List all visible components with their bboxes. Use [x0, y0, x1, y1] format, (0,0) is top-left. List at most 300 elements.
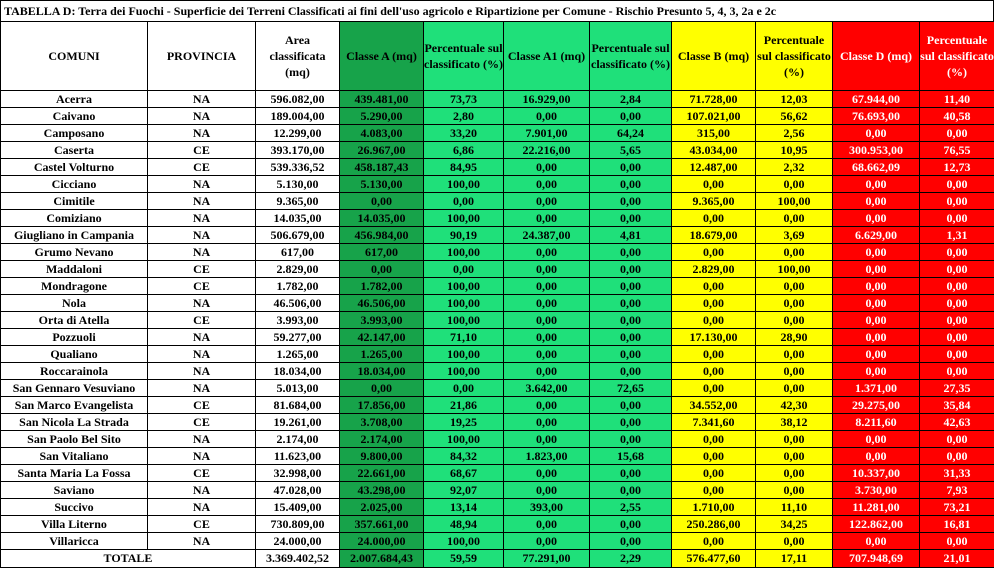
cell-perc-b: 0,00 — [756, 465, 833, 482]
cell-perc-b: 0,00 — [756, 312, 833, 329]
cell-provincia: CE — [148, 278, 256, 295]
total-perc-d: 21,01 — [920, 550, 994, 568]
cell-perc-a1: 4,81 — [590, 227, 672, 244]
cell-classe-a1: 0,00 — [504, 159, 590, 176]
cell-perc-b: 56,62 — [756, 108, 833, 125]
cell-classe-a: 9.800,00 — [340, 448, 424, 465]
cell-perc-a1: 0,00 — [590, 159, 672, 176]
cell-classe-a1: 0,00 — [504, 295, 590, 312]
cell-comune: Grumo Nevano — [1, 244, 148, 261]
cell-classe-b: 1.710,00 — [672, 499, 756, 516]
cell-area: 11.623,00 — [256, 448, 340, 465]
cell-area: 506.679,00 — [256, 227, 340, 244]
total-classe-b: 576.477,60 — [672, 550, 756, 568]
header-row — [1, 22, 994, 91]
cell-comune: Caivano — [1, 108, 148, 125]
table-row — [1, 261, 994, 278]
table-row — [1, 329, 994, 346]
cell-perc-a1: 0,00 — [590, 244, 672, 261]
cell-perc-b: 3,69 — [756, 227, 833, 244]
header-provincia: PROVINCIA — [148, 22, 256, 91]
cell-classe-a: 24.000,00 — [340, 533, 424, 550]
cell-area: 189.004,00 — [256, 108, 340, 125]
cell-area: 5.013,00 — [256, 380, 340, 397]
cell-classe-b: 0,00 — [672, 295, 756, 312]
header-comuni: COMUNI — [1, 22, 148, 91]
cell-perc-d: 0,00 — [920, 431, 994, 448]
cell-perc-d: 1,31 — [920, 227, 994, 244]
cell-perc-b: 0,00 — [756, 448, 833, 465]
cell-classe-a1: 0,00 — [504, 397, 590, 414]
cell-perc-a1: 72,65 — [590, 380, 672, 397]
cell-provincia: NA — [148, 91, 256, 108]
cell-comune: Giugliano in Campania — [1, 227, 148, 244]
cell-classe-a: 5.290,00 — [340, 108, 424, 125]
cell-area: 24.000,00 — [256, 533, 340, 550]
cell-classe-b: 0,00 — [672, 244, 756, 261]
cell-classe-d: 67.944,00 — [833, 91, 920, 108]
header-perc-a1: Percentuale sul classificato (%) — [590, 22, 672, 91]
cell-perc-a1: 0,00 — [590, 397, 672, 414]
header-classe-d: Classe D (mq) — [833, 22, 920, 91]
cell-classe-d: 0,00 — [833, 346, 920, 363]
cell-perc-b: 10,95 — [756, 142, 833, 159]
cell-classe-a: 456.984,00 — [340, 227, 424, 244]
cell-classe-d: 122.862,00 — [833, 516, 920, 533]
cell-provincia: NA — [148, 431, 256, 448]
cell-classe-a1: 0,00 — [504, 482, 590, 499]
cell-area: 539.336,52 — [256, 159, 340, 176]
cell-perc-a: 90,19 — [424, 227, 504, 244]
cell-classe-d: 0,00 — [833, 210, 920, 227]
table-row — [1, 499, 994, 516]
cell-classe-b: 0,00 — [672, 176, 756, 193]
table-row — [1, 516, 994, 533]
cell-comune: Camposano — [1, 125, 148, 142]
cell-classe-b: 43.034,00 — [672, 142, 756, 159]
cell-perc-b: 11,10 — [756, 499, 833, 516]
cell-classe-d: 0,00 — [833, 261, 920, 278]
cell-perc-a1: 0,00 — [590, 465, 672, 482]
cell-perc-a: 100,00 — [424, 295, 504, 312]
cell-classe-d: 76.693,00 — [833, 108, 920, 125]
table-row — [1, 278, 994, 295]
cell-perc-b: 12,03 — [756, 91, 833, 108]
cell-classe-d: 0,00 — [833, 448, 920, 465]
cell-area: 730.809,00 — [256, 516, 340, 533]
cell-provincia: NA — [148, 108, 256, 125]
cell-area: 47.028,00 — [256, 482, 340, 499]
cell-classe-a: 1.265,00 — [340, 346, 424, 363]
cell-classe-b: 0,00 — [672, 448, 756, 465]
cell-comune: Orta di Atella — [1, 312, 148, 329]
cell-area: 3.993,00 — [256, 312, 340, 329]
cell-classe-d: 29.275,00 — [833, 397, 920, 414]
cell-perc-a: 13,14 — [424, 499, 504, 516]
cell-classe-a1: 0,00 — [504, 465, 590, 482]
cell-perc-b: 2,56 — [756, 125, 833, 142]
cell-classe-a1: 0,00 — [504, 108, 590, 125]
cell-comune: Mondragone — [1, 278, 148, 295]
cell-classe-a1: 22.216,00 — [504, 142, 590, 159]
cell-perc-a: 48,94 — [424, 516, 504, 533]
cell-perc-a: 100,00 — [424, 176, 504, 193]
table-row — [1, 176, 994, 193]
cell-provincia: CE — [148, 312, 256, 329]
cell-classe-b: 7.341,60 — [672, 414, 756, 431]
cell-classe-a1: 3.642,00 — [504, 380, 590, 397]
cell-perc-a: 84,32 — [424, 448, 504, 465]
cell-classe-d: 10.337,00 — [833, 465, 920, 482]
header-perc-b: Percentuale sul classificato (%) — [756, 22, 833, 91]
cell-classe-d: 8.211,60 — [833, 414, 920, 431]
cell-perc-a: 100,00 — [424, 431, 504, 448]
cell-perc-a: 0,00 — [424, 261, 504, 278]
cell-classe-a: 1.782,00 — [340, 278, 424, 295]
cell-comune: Acerra — [1, 91, 148, 108]
cell-perc-a: 0,00 — [424, 380, 504, 397]
cell-provincia: NA — [148, 210, 256, 227]
cell-perc-a1: 0,00 — [590, 312, 672, 329]
cell-perc-b: 0,00 — [756, 533, 833, 550]
cell-classe-d: 68.662,09 — [833, 159, 920, 176]
cell-perc-a: 68,67 — [424, 465, 504, 482]
cell-area: 2.829,00 — [256, 261, 340, 278]
cell-classe-a1: 0,00 — [504, 329, 590, 346]
cell-perc-d: 0,00 — [920, 261, 994, 278]
cell-classe-d: 11.281,00 — [833, 499, 920, 516]
cell-classe-b: 0,00 — [672, 278, 756, 295]
cell-classe-a: 617,00 — [340, 244, 424, 261]
cell-perc-a1: 0,00 — [590, 278, 672, 295]
cell-perc-d: 16,81 — [920, 516, 994, 533]
cell-perc-d: 40,58 — [920, 108, 994, 125]
cell-provincia: CE — [148, 465, 256, 482]
cell-comune: Castel Volturno — [1, 159, 148, 176]
cell-comune: San Nicola La Strada — [1, 414, 148, 431]
cell-perc-a: 100,00 — [424, 363, 504, 380]
cell-classe-a1: 0,00 — [504, 312, 590, 329]
table-row — [1, 227, 994, 244]
cell-classe-a1: 24.387,00 — [504, 227, 590, 244]
cell-perc-d: 0,00 — [920, 244, 994, 261]
cell-provincia: NA — [148, 329, 256, 346]
cell-classe-a: 5.130,00 — [340, 176, 424, 193]
cell-classe-d: 0,00 — [833, 431, 920, 448]
header-classe-a1: Classe A1 (mq) — [504, 22, 590, 91]
cell-perc-b: 100,00 — [756, 193, 833, 210]
cell-perc-a1: 0,00 — [590, 329, 672, 346]
cell-classe-b: 0,00 — [672, 533, 756, 550]
cell-classe-a1: 0,00 — [504, 533, 590, 550]
cell-classe-d: 0,00 — [833, 278, 920, 295]
cell-classe-a: 0,00 — [340, 261, 424, 278]
cell-comune: Cicciano — [1, 176, 148, 193]
risk-classification-table — [0, 21, 994, 568]
cell-classe-a1: 0,00 — [504, 278, 590, 295]
cell-perc-b: 0,00 — [756, 431, 833, 448]
cell-comune: Qualiano — [1, 346, 148, 363]
cell-perc-b: 42,30 — [756, 397, 833, 414]
total-label: TOTALE — [1, 550, 256, 568]
cell-perc-d: 0,00 — [920, 329, 994, 346]
cell-perc-d: 0,00 — [920, 125, 994, 142]
cell-provincia: NA — [148, 533, 256, 550]
cell-perc-a: 100,00 — [424, 312, 504, 329]
cell-provincia: NA — [148, 193, 256, 210]
cell-provincia: CE — [148, 397, 256, 414]
cell-classe-d: 0,00 — [833, 176, 920, 193]
cell-provincia: NA — [148, 448, 256, 465]
cell-classe-a: 3.708,00 — [340, 414, 424, 431]
table-row — [1, 448, 994, 465]
table-row — [1, 397, 994, 414]
cell-area: 19.261,00 — [256, 414, 340, 431]
cell-perc-a1: 0,00 — [590, 261, 672, 278]
cell-perc-a1: 64,24 — [590, 125, 672, 142]
cell-area: 14.035,00 — [256, 210, 340, 227]
table-row — [1, 193, 994, 210]
cell-classe-d: 0,00 — [833, 295, 920, 312]
cell-provincia: CE — [148, 261, 256, 278]
cell-comune: Pozzuoli — [1, 329, 148, 346]
cell-classe-a1: 0,00 — [504, 244, 590, 261]
cell-perc-b: 0,00 — [756, 244, 833, 261]
table-row — [1, 346, 994, 363]
cell-perc-a: 100,00 — [424, 278, 504, 295]
cell-classe-a1: 1.823,00 — [504, 448, 590, 465]
cell-perc-a1: 0,00 — [590, 295, 672, 312]
cell-perc-a: 21,86 — [424, 397, 504, 414]
cell-classe-a: 46.506,00 — [340, 295, 424, 312]
cell-classe-a: 26.967,00 — [340, 142, 424, 159]
cell-perc-a1: 15,68 — [590, 448, 672, 465]
cell-classe-b: 71.728,00 — [672, 91, 756, 108]
cell-classe-b: 107.021,00 — [672, 108, 756, 125]
cell-provincia: NA — [148, 363, 256, 380]
cell-classe-a: 18.034,00 — [340, 363, 424, 380]
table-row — [1, 91, 994, 108]
cell-area: 59.277,00 — [256, 329, 340, 346]
cell-perc-a1: 5,65 — [590, 142, 672, 159]
cell-classe-a1: 0,00 — [504, 176, 590, 193]
cell-perc-d: 0,00 — [920, 312, 994, 329]
cell-perc-a1: 0,00 — [590, 431, 672, 448]
cell-perc-a: 92,07 — [424, 482, 504, 499]
cell-classe-d: 0,00 — [833, 329, 920, 346]
cell-classe-b: 12.487,00 — [672, 159, 756, 176]
cell-area: 2.174,00 — [256, 431, 340, 448]
header-perc-a: Percentuale sul classificato (%) — [424, 22, 504, 91]
cell-classe-a: 458.187,43 — [340, 159, 424, 176]
cell-comune: Villa Literno — [1, 516, 148, 533]
cell-perc-a: 73,73 — [424, 91, 504, 108]
cell-perc-d: 0,00 — [920, 448, 994, 465]
cell-classe-b: 315,00 — [672, 125, 756, 142]
cell-provincia: CE — [148, 414, 256, 431]
cell-classe-a1: 7.901,00 — [504, 125, 590, 142]
cell-area: 32.998,00 — [256, 465, 340, 482]
cell-classe-a: 2.025,00 — [340, 499, 424, 516]
cell-perc-a1: 0,00 — [590, 176, 672, 193]
cell-classe-a1: 393,00 — [504, 499, 590, 516]
cell-perc-a1: 0,00 — [590, 414, 672, 431]
table-row — [1, 244, 994, 261]
cell-classe-b: 17.130,00 — [672, 329, 756, 346]
cell-perc-b: 0,00 — [756, 346, 833, 363]
cell-perc-d: 0,00 — [920, 193, 994, 210]
cell-area: 617,00 — [256, 244, 340, 261]
cell-perc-a1: 0,00 — [590, 516, 672, 533]
cell-perc-d: 0,00 — [920, 533, 994, 550]
cell-classe-a1: 0,00 — [504, 261, 590, 278]
cell-perc-a: 33,20 — [424, 125, 504, 142]
cell-perc-b: 0,00 — [756, 176, 833, 193]
table-title: TABELLA D: Terra dei Fuochi - Superficie dei Terreni Classificati ai fini dell'uso agricolo e Ripartizione per Comune - Rischio Presunto 5, 4, 3, 2a e 2c — [0, 0, 994, 22]
table-row — [1, 414, 994, 431]
cell-perc-d: 7,93 — [920, 482, 994, 499]
cell-perc-a1: 0,00 — [590, 346, 672, 363]
cell-classe-a: 439.481,00 — [340, 91, 424, 108]
cell-perc-d: 73,21 — [920, 499, 994, 516]
cell-perc-b: 0,00 — [756, 380, 833, 397]
cell-area: 5.130,00 — [256, 176, 340, 193]
cell-comune: Nola — [1, 295, 148, 312]
cell-comune: Caserta — [1, 142, 148, 159]
cell-perc-b: 0,00 — [756, 482, 833, 499]
cell-perc-d: 35,84 — [920, 397, 994, 414]
cell-comune: Cimitile — [1, 193, 148, 210]
cell-classe-a: 3.993,00 — [340, 312, 424, 329]
cell-classe-b: 0,00 — [672, 431, 756, 448]
header-area: Area classificata (mq) — [256, 22, 340, 91]
cell-perc-b: 34,25 — [756, 516, 833, 533]
cell-classe-b: 0,00 — [672, 465, 756, 482]
cell-classe-d: 6.629,00 — [833, 227, 920, 244]
table-row — [1, 125, 994, 142]
cell-perc-a: 100,00 — [424, 533, 504, 550]
table-row — [1, 295, 994, 312]
cell-perc-b: 0,00 — [756, 278, 833, 295]
cell-classe-a1: 0,00 — [504, 414, 590, 431]
cell-perc-a1: 0,00 — [590, 533, 672, 550]
cell-classe-b: 0,00 — [672, 312, 756, 329]
cell-area: 9.365,00 — [256, 193, 340, 210]
cell-perc-a: 19,25 — [424, 414, 504, 431]
cell-perc-b: 100,00 — [756, 261, 833, 278]
cell-provincia: CE — [148, 159, 256, 176]
total-perc-a: 59,59 — [424, 550, 504, 568]
cell-perc-d: 0,00 — [920, 295, 994, 312]
cell-perc-b: 0,00 — [756, 295, 833, 312]
cell-perc-a1: 0,00 — [590, 108, 672, 125]
cell-provincia: NA — [148, 482, 256, 499]
cell-classe-b: 0,00 — [672, 482, 756, 499]
cell-classe-d: 300.953,00 — [833, 142, 920, 159]
cell-provincia: NA — [148, 295, 256, 312]
cell-area: 1.782,00 — [256, 278, 340, 295]
total-perc-b: 17,11 — [756, 550, 833, 568]
cell-comune: San Gennaro Vesuviano — [1, 380, 148, 397]
table-row — [1, 465, 994, 482]
total-area: 3.369.402,52 — [256, 550, 340, 568]
cell-perc-d: 0,00 — [920, 176, 994, 193]
cell-perc-d: 0,00 — [920, 346, 994, 363]
cell-classe-d: 0,00 — [833, 312, 920, 329]
cell-comune: San Paolo Bel Sito — [1, 431, 148, 448]
cell-perc-d: 12,73 — [920, 159, 994, 176]
table-row — [1, 380, 994, 397]
table-row — [1, 431, 994, 448]
total-classe-a1: 77.291,00 — [504, 550, 590, 568]
cell-classe-b: 0,00 — [672, 380, 756, 397]
cell-classe-b: 250.286,00 — [672, 516, 756, 533]
cell-provincia: NA — [148, 499, 256, 516]
cell-classe-a1: 0,00 — [504, 431, 590, 448]
cell-area: 393.170,00 — [256, 142, 340, 159]
table-row — [1, 210, 994, 227]
cell-perc-d: 0,00 — [920, 210, 994, 227]
cell-classe-d: 0,00 — [833, 363, 920, 380]
cell-perc-d: 11,40 — [920, 91, 994, 108]
cell-classe-b: 0,00 — [672, 363, 756, 380]
cell-comune: Santa Maria La Fossa — [1, 465, 148, 482]
total-row — [1, 550, 994, 568]
table-row — [1, 142, 994, 159]
total-classe-a: 2.007.684,43 — [340, 550, 424, 568]
cell-area: 18.034,00 — [256, 363, 340, 380]
cell-perc-a1: 2,84 — [590, 91, 672, 108]
total-classe-d: 707.948,69 — [833, 550, 920, 568]
cell-perc-b: 0,00 — [756, 210, 833, 227]
cell-comune: Maddaloni — [1, 261, 148, 278]
cell-classe-b: 0,00 — [672, 346, 756, 363]
cell-perc-a1: 0,00 — [590, 210, 672, 227]
cell-comune: Saviano — [1, 482, 148, 499]
cell-classe-a: 14.035,00 — [340, 210, 424, 227]
table-row — [1, 482, 994, 499]
cell-provincia: NA — [148, 380, 256, 397]
cell-area: 46.506,00 — [256, 295, 340, 312]
cell-classe-a: 42.147,00 — [340, 329, 424, 346]
cell-classe-a1: 0,00 — [504, 346, 590, 363]
cell-perc-d: 0,00 — [920, 278, 994, 295]
cell-classe-a1: 0,00 — [504, 516, 590, 533]
cell-perc-a: 100,00 — [424, 210, 504, 227]
cell-classe-d: 1.371,00 — [833, 380, 920, 397]
cell-provincia: CE — [148, 142, 256, 159]
cell-provincia: NA — [148, 346, 256, 363]
cell-perc-a1: 2,55 — [590, 499, 672, 516]
cell-perc-a: 100,00 — [424, 244, 504, 261]
cell-classe-d: 0,00 — [833, 533, 920, 550]
cell-comune: San Marco Evangelista — [1, 397, 148, 414]
table-row — [1, 312, 994, 329]
cell-comune: Comiziano — [1, 210, 148, 227]
cell-classe-b: 34.552,00 — [672, 397, 756, 414]
cell-classe-a1: 16.929,00 — [504, 91, 590, 108]
cell-classe-a: 22.661,00 — [340, 465, 424, 482]
cell-perc-a: 84,95 — [424, 159, 504, 176]
cell-provincia: NA — [148, 125, 256, 142]
cell-perc-a1: 0,00 — [590, 482, 672, 499]
cell-classe-a1: 0,00 — [504, 193, 590, 210]
cell-perc-b: 38,12 — [756, 414, 833, 431]
cell-classe-a: 357.661,00 — [340, 516, 424, 533]
table-row — [1, 159, 994, 176]
cell-classe-d: 0,00 — [833, 193, 920, 210]
cell-classe-a1: 0,00 — [504, 210, 590, 227]
